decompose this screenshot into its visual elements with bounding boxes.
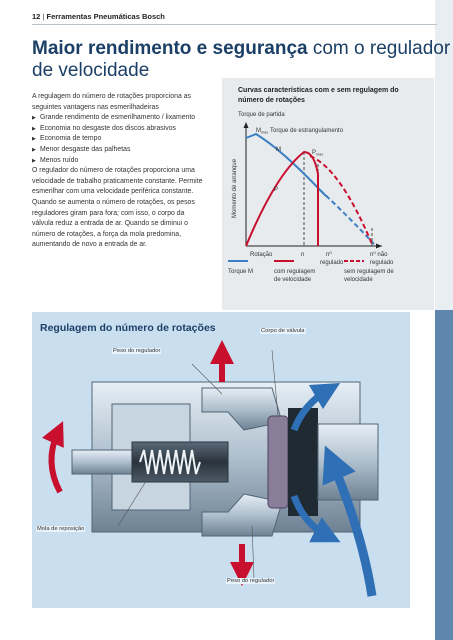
body-text	[32, 92, 204, 251]
bullet-triangle-icon: ▶	[32, 146, 36, 153]
throttle-torque-label: Torque de estrangulamento	[270, 128, 344, 134]
mmax-label: $M_{max}$	[256, 128, 269, 135]
list-item: ▶ Menor desgaste das palhetas	[32, 145, 204, 156]
label-regulator-weight-top: Peso do regulador	[113, 348, 161, 354]
page-edge-bar-accent	[435, 310, 453, 640]
bullet-triangle-icon: ▶	[32, 157, 36, 164]
n0-regulated-tick-label-line2: regulado	[320, 260, 344, 266]
n0-unregulated-tick-label-line2: regulado	[370, 260, 394, 266]
chart-top-label: Torque de partida	[238, 112, 285, 118]
intro-paragraph: A regulagem do número de rotações proporciona as seguintes vantagens nas esmerilhadeiras	[32, 93, 191, 111]
y-axis-label: Momento de arranque	[232, 158, 238, 218]
n0-regulated-tick-label: n⁰	[326, 252, 332, 258]
header-section: Ferramentas Pneumáticas Bosch	[46, 12, 165, 21]
list-item: ▶ Economia de tempo	[32, 134, 204, 145]
n-tick-label: n	[301, 252, 305, 258]
p-curve-label: P	[274, 187, 279, 193]
x-axis-label: Rotação	[250, 252, 273, 258]
header-separator: |	[42, 12, 45, 21]
speed-regulator-diagram	[32, 312, 410, 608]
x-axis-arrow-icon	[376, 244, 382, 249]
legend-torque: Torque M	[228, 269, 254, 275]
label-regulator-weight-bottom: Peso do regulador	[227, 578, 275, 584]
label-valve-body: Corpo de válvula	[261, 328, 305, 334]
chart-title: Curvas características com e sem regulagem do número de rotações	[238, 87, 399, 104]
regulator-paragraph: O regulador do número de rotações proporciona uma velocidade de trabalho praticamente constante. Permite esmerilhar com uma velocidade periférica constante. Quando se aumenta o número de rotações, os pesos reguladores giram para fora; com isso, o corpo da válvula reduz a entrada de ar. Quando se diminui o número de rotações, a força da mola predomina, aumentando de novo a entrada de ar.	[32, 167, 203, 249]
page-header	[32, 12, 165, 21]
legend-regulated: com regulagem de velocidade	[274, 269, 316, 283]
diagram-title: Regulagem do número de rotações	[40, 322, 216, 334]
rotation-arrow-icon	[51, 432, 60, 492]
header-rule	[32, 24, 437, 25]
page-title	[32, 38, 452, 82]
list-item: ▶ Economia no desgaste dos discos abrasivos	[32, 124, 204, 135]
legend-unregulated: sem regulagem de velocidade	[344, 269, 394, 283]
page-title-regular: com o regulador de velocidade	[32, 38, 451, 81]
pmax-label: $P_{max}$	[312, 150, 324, 157]
y-axis-arrow-icon	[244, 122, 249, 128]
bullet-triangle-icon: ▶	[32, 125, 36, 132]
label-return-spring: Mola de reposição	[37, 526, 85, 532]
torque-curve-regulated	[246, 134, 326, 196]
torque-curve-unregulated	[320, 190, 374, 244]
regulator-illustration	[32, 312, 410, 608]
list-item: ▶ Grande rendimento de esmerilhamento / lixamento	[32, 113, 204, 124]
bullet-triangle-icon: ▶	[32, 136, 36, 143]
page-number: 12	[32, 12, 41, 21]
advantages-list	[32, 113, 204, 166]
page-title-bold: Maior rendimento e segurança	[32, 38, 308, 59]
power-curve-regulated	[246, 152, 318, 246]
n0-unregulated-tick-label: n⁰ não	[370, 252, 388, 258]
valve-body	[268, 416, 288, 508]
m-curve-label: M	[276, 147, 281, 153]
bullet-triangle-icon: ▶	[32, 115, 36, 122]
characteristic-curves-chart	[222, 78, 434, 310]
outlet-pipe	[318, 424, 378, 500]
list-item: ▶ Menos ruído	[32, 156, 204, 167]
page-edge-bar	[435, 0, 453, 640]
legend-swatches	[228, 258, 428, 264]
chart-svg	[222, 78, 434, 310]
